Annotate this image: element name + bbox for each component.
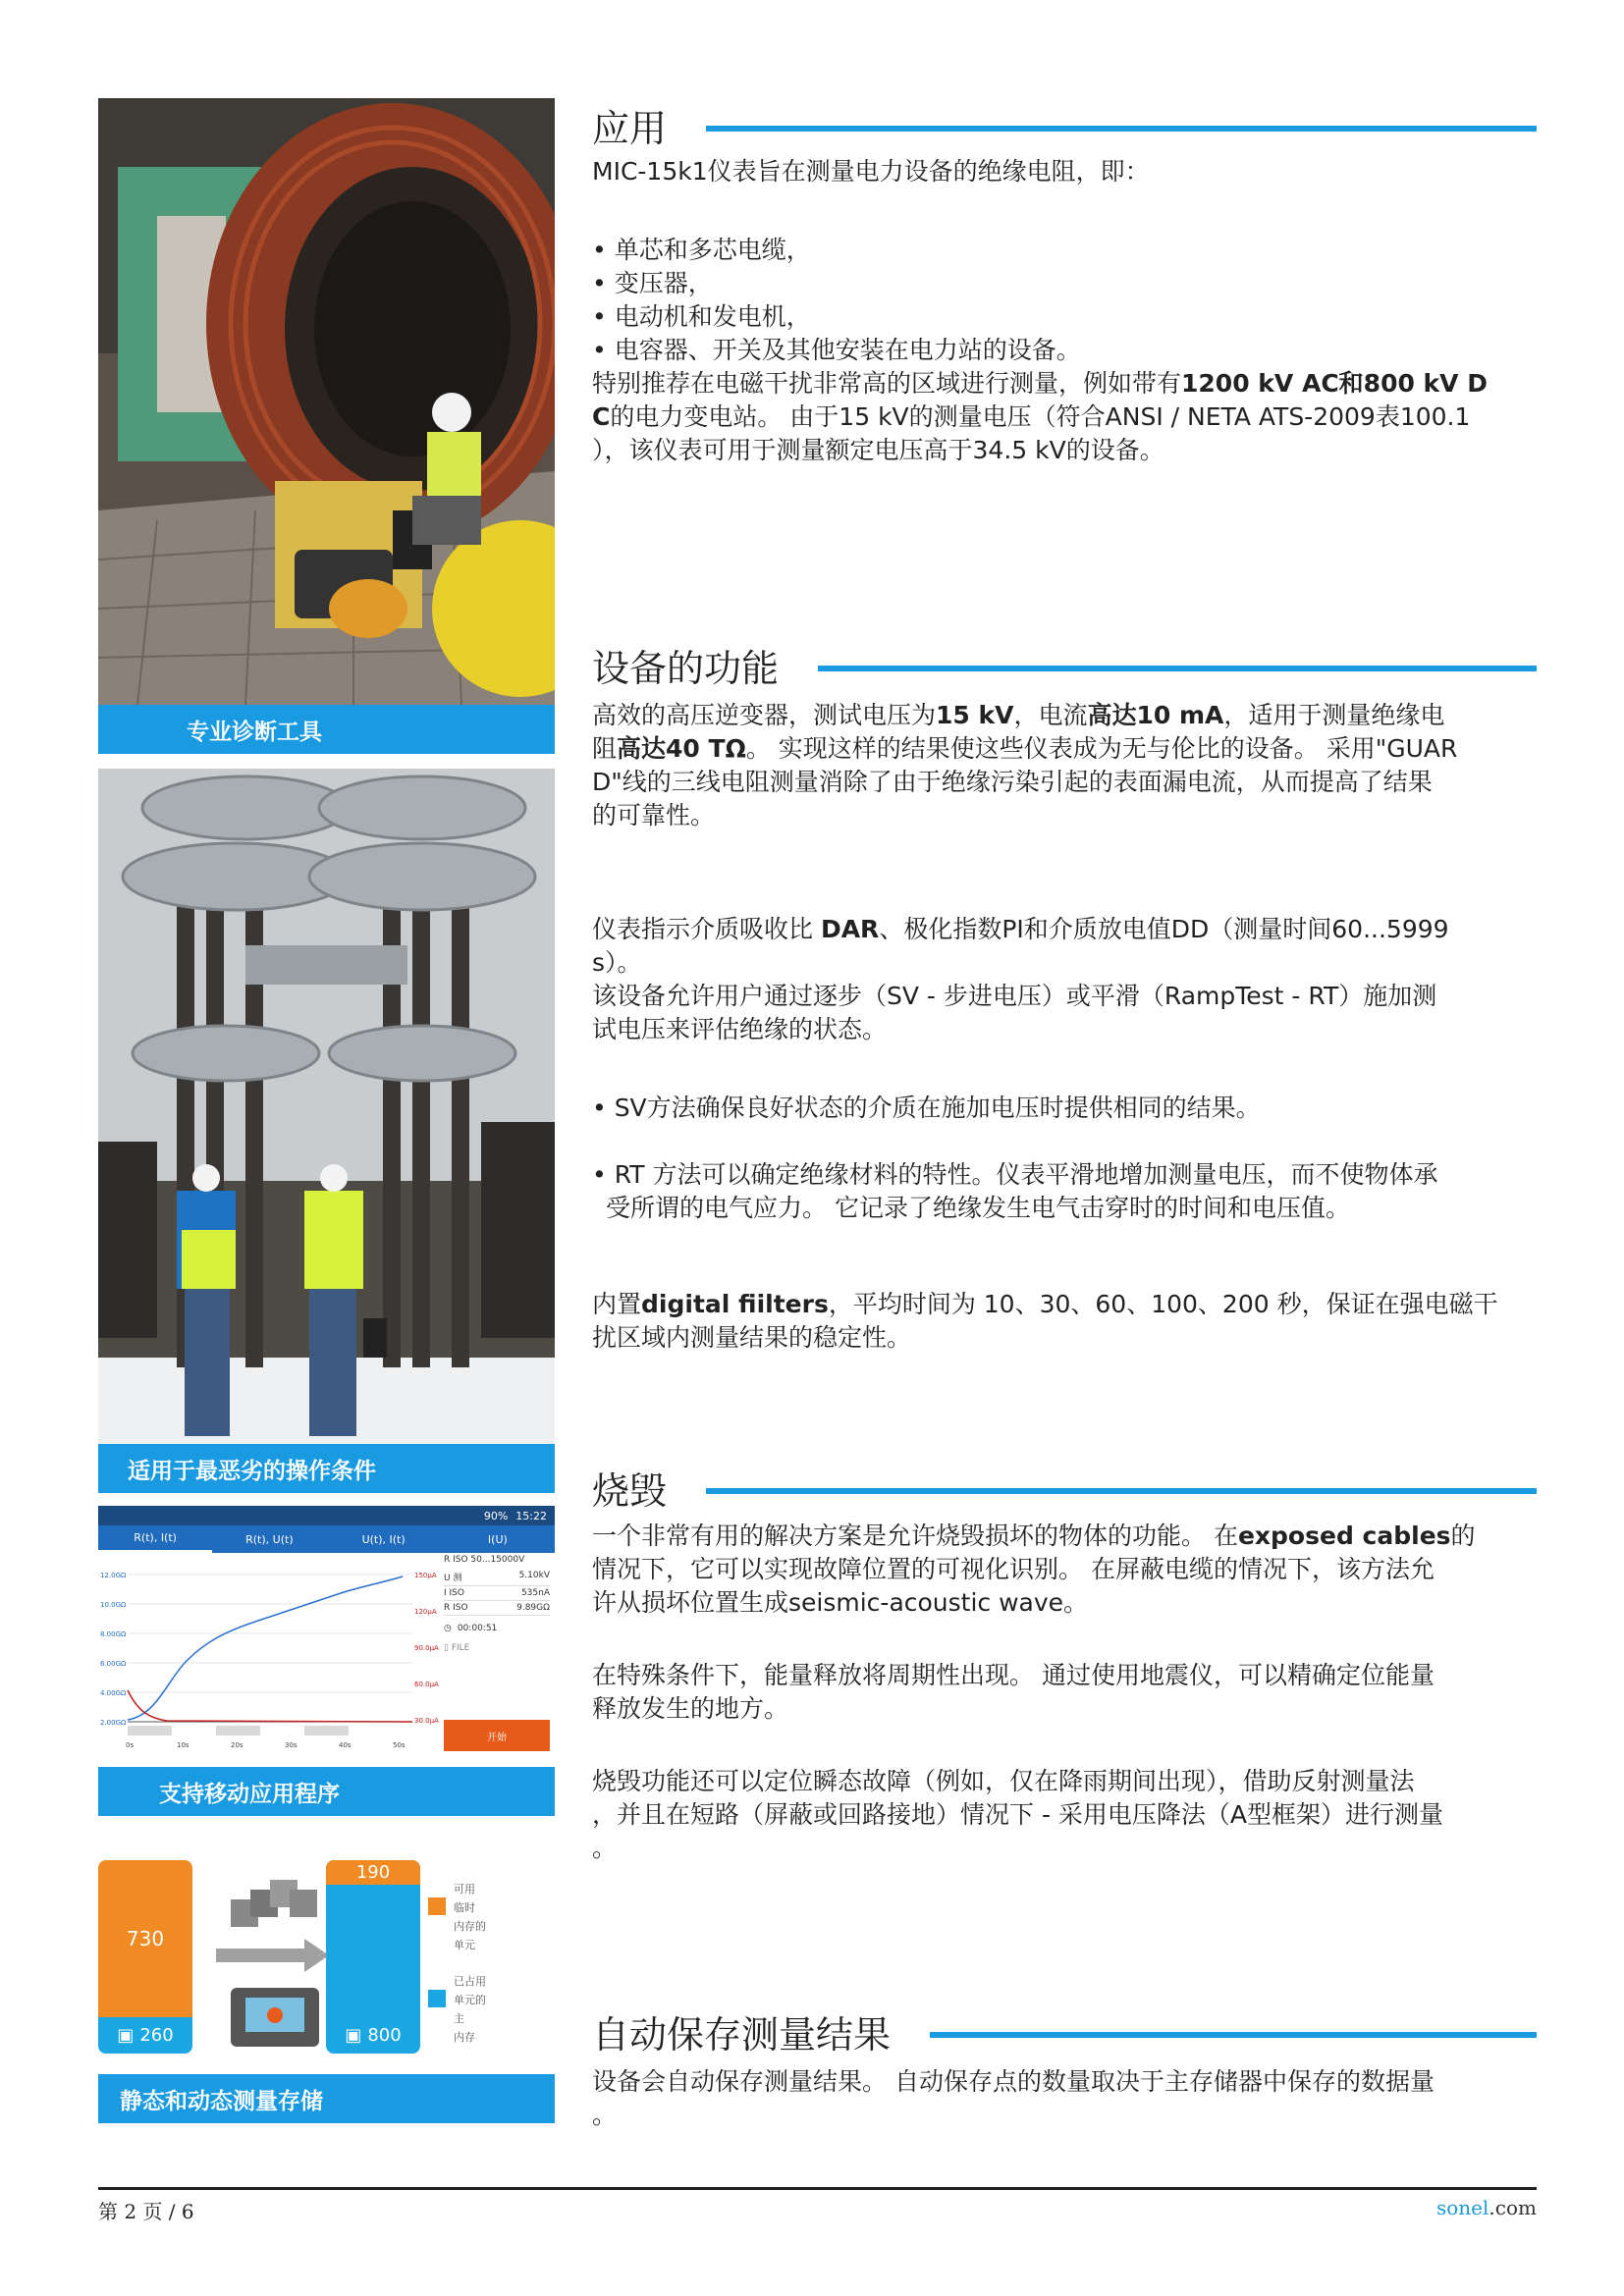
paragraph-line: 特别推荐在电磁干扰非常高的区域进行测量，例如带有1200 kV AC和800 kV D (592, 369, 1488, 398)
section-heading-autosave (592, 2004, 1537, 2058)
section-title: 自动保存测量结果 (592, 2013, 892, 2056)
photo-generator-technician (98, 98, 555, 705)
legend-blue: 已占用 单元的 主 内存 (428, 1972, 555, 2047)
memory-value: 190 (326, 1860, 420, 1885)
figure-caption: 静态和动态测量存储 (98, 2074, 555, 2123)
list-item: • 单芯和多芯电缆， (592, 236, 811, 264)
list-item: • 变压器， (592, 269, 713, 297)
section-heading-burning (592, 1461, 1537, 1515)
y-label: 10.0GΩ (100, 1601, 127, 1609)
transfer-arrow (206, 1860, 334, 2056)
y-label: 2.00GΩ (100, 1719, 127, 1727)
timer: 00:00:51 (457, 1624, 498, 1633)
page-number: 第 2 页 / 6 (98, 2200, 194, 2223)
y-label-right: 120μA (414, 1608, 437, 1616)
file-icon: ▯ (444, 1643, 449, 1653)
start-button[interactable]: 开始 (444, 1720, 550, 1751)
memory-value-row (98, 2017, 192, 2054)
app-tab-bar (98, 1525, 555, 1553)
tab-iu[interactable]: I(U) (487, 1532, 508, 1546)
timer-row (444, 1624, 550, 1633)
y-label-right: 90.0μA (414, 1644, 439, 1652)
readings-panel (444, 1555, 550, 1653)
legend-swatch (428, 1897, 446, 1915)
legend-orange: 可用 临时 内存的 单元 (428, 1880, 555, 1954)
section-heading-functions (592, 638, 1537, 692)
paragraph: MIC-15k1仪表旨在测量电力设备的绝缘电阻，即： (592, 157, 1150, 186)
paragraph-line: C的电力变电站。 由于15 kV的测量电压（符合ANSI / NETA ATS-2009表100.1 (592, 402, 1471, 431)
memory-bar-left (98, 1860, 192, 2054)
paragraph: 烧毁功能还可以定位瞬态故障（例如，仅在降雨期间出现），借助反射测量法 ，并且在短路（屏蔽或回路接地）情况下 - 采用电压降法（A型框架）进行测量 。 (592, 1767, 1444, 1862)
y-label-right: 30.0μA (414, 1717, 439, 1725)
x-label: 0s (126, 1741, 135, 1749)
reading-row: I ISO 535nA (444, 1586, 550, 1601)
clock-icon: ◷ (444, 1624, 452, 1633)
bullet-item: • SV方法确保良好状态的介质在施加电压时提供相同的结果。 (592, 1094, 1261, 1122)
app-body (98, 1553, 555, 1767)
y-label: 8.00GΩ (100, 1630, 127, 1638)
paragraph: 该设备允许用户通过逐步（SV - 步进电压）或平滑（RampTest - RT）施加测 试电压来评估绝缘的状态。 (592, 982, 1437, 1043)
tab-ut-it[interactable]: U(t), I(t) (361, 1532, 406, 1546)
riso-range: R ISO 50...15000V (444, 1555, 525, 1565)
x-label: 10s (177, 1741, 189, 1749)
heading-rule (818, 666, 1537, 671)
list-item: • 电动机和发电机， (592, 302, 811, 331)
y-label: 12.0GΩ (100, 1572, 127, 1579)
tab-rt-it[interactable]: R(t), I(t) (98, 1525, 212, 1553)
y-label: 6.00GΩ (100, 1660, 127, 1668)
heading-rule (706, 1488, 1537, 1494)
heading-rule (706, 126, 1537, 132)
figure-harsh-conditions (98, 769, 555, 1493)
file-row (444, 1643, 550, 1653)
floppy-icon: ▣ (345, 2025, 362, 2046)
memory-value: 260 (139, 2025, 174, 2046)
section-title: 烧毁 (592, 1469, 668, 1513)
photo-high-voltage-towers (98, 769, 555, 1444)
tab-rt-ut[interactable]: R(t), U(t) (245, 1532, 294, 1546)
memory-bar-right (326, 1860, 420, 2054)
paragraph: 设备会自动保存测量结果。 自动保存点的数量取决于主存储器中保存的数据量 。 (592, 2067, 1435, 2129)
y-label-right: 60.0μA (414, 1681, 439, 1688)
figure-mobile-app (98, 1506, 555, 1816)
paragraph: 高效的高压逆变器，测试电压为15 kV，电流高达10 mA，适用于测量绝缘电 阻高达40 TΩ。 实现这样的结果使这些仪表成为无与伦比的设备。 采用"GUAR D"线的三线电阻测量消除了由于绝缘污染引起的表面漏电流，从而提高了结果 的可靠性。 (592, 701, 1458, 829)
paragraph: 内置digital fiilters，平均时间为 10、30、60、100、200 秒，保证在强电磁干 扰区域内测量结果的稳定性。 (592, 1290, 1498, 1352)
paragraph-line: ），该仪表可用于测量额定电压高于34.5 kV的设备。 (592, 436, 1164, 464)
page-footer (98, 2187, 1537, 2224)
x-label: 40s (339, 1741, 352, 1749)
paragraph: 在特殊条件下，能量释放将周期性出现。 通过使用地震仪，可以精确定位能量 释放发生的地方。 (592, 1661, 1435, 1723)
figure-caption: 专业诊断工具 (98, 705, 555, 754)
x-label: 30s (285, 1741, 298, 1749)
paragraph: 一个非常有用的解决方案是允许烧毁损坏的物体的功能。 在exposed cables的 情况下，它可以实现故障位置的可视化识别。 在屏蔽电缆的情况下，该方法允 许从损坏位置生成seismic-acoustic wave。 (592, 1522, 1476, 1617)
battery-level: 90% (483, 1509, 509, 1522)
status-time: 15:22 (515, 1509, 547, 1522)
mobile-app-screen (98, 1506, 555, 1767)
figure-memory (98, 1860, 555, 2123)
section-title: 设备的功能 (592, 647, 780, 690)
memory-value: 730 (126, 1927, 165, 1950)
file-label: FILE (451, 1643, 470, 1653)
figure-caption: 适用于最恶劣的操作条件 (98, 1444, 555, 1493)
list-item: • 电容器、开关及其他安装在电力站的设备。 (592, 336, 1081, 364)
figure-diagnostic (98, 98, 555, 754)
memory-value-row (326, 2017, 420, 2054)
bullet-item: • RT 方法可以确定绝缘材料的特性。仪表平滑地增加测量电压，而不使物体承 受所谓的电气应力。 它记录了绝缘发生电气击穿时的时间和电压值。 (592, 1160, 1438, 1222)
application-list (592, 234, 1537, 467)
brand-link[interactable]: sonel.com (1436, 2196, 1537, 2219)
app-chart (98, 1553, 442, 1767)
paragraph: 仪表指示介质吸收比 DAR、极化指数PI和介质放电值DD（测量时间60...5999 s）。 (592, 915, 1449, 977)
heading-rule (930, 2032, 1537, 2038)
figure-caption: 支持移动应用程序 (98, 1767, 555, 1816)
legend-swatch (428, 1990, 446, 2007)
y-label-right: 150μA (414, 1572, 437, 1579)
section-heading-application (592, 98, 1537, 152)
reading-row: U 测 5.10kV (444, 1569, 550, 1586)
resistance-curve (128, 1576, 403, 1720)
x-label: 20s (231, 1741, 244, 1749)
memory-legend (428, 1880, 555, 2047)
current-curve (128, 1690, 412, 1722)
floppy-icon: ▣ (117, 2025, 135, 2046)
section-title: 应用 (592, 107, 668, 150)
x-label: 50s (393, 1741, 406, 1749)
memory-diagram (98, 1860, 555, 2056)
memory-value: 800 (367, 2025, 402, 2046)
reading-row: R ISO 9.89GΩ (444, 1601, 550, 1616)
status-bar (98, 1506, 555, 1525)
y-label: 4.00GΩ (100, 1689, 127, 1697)
